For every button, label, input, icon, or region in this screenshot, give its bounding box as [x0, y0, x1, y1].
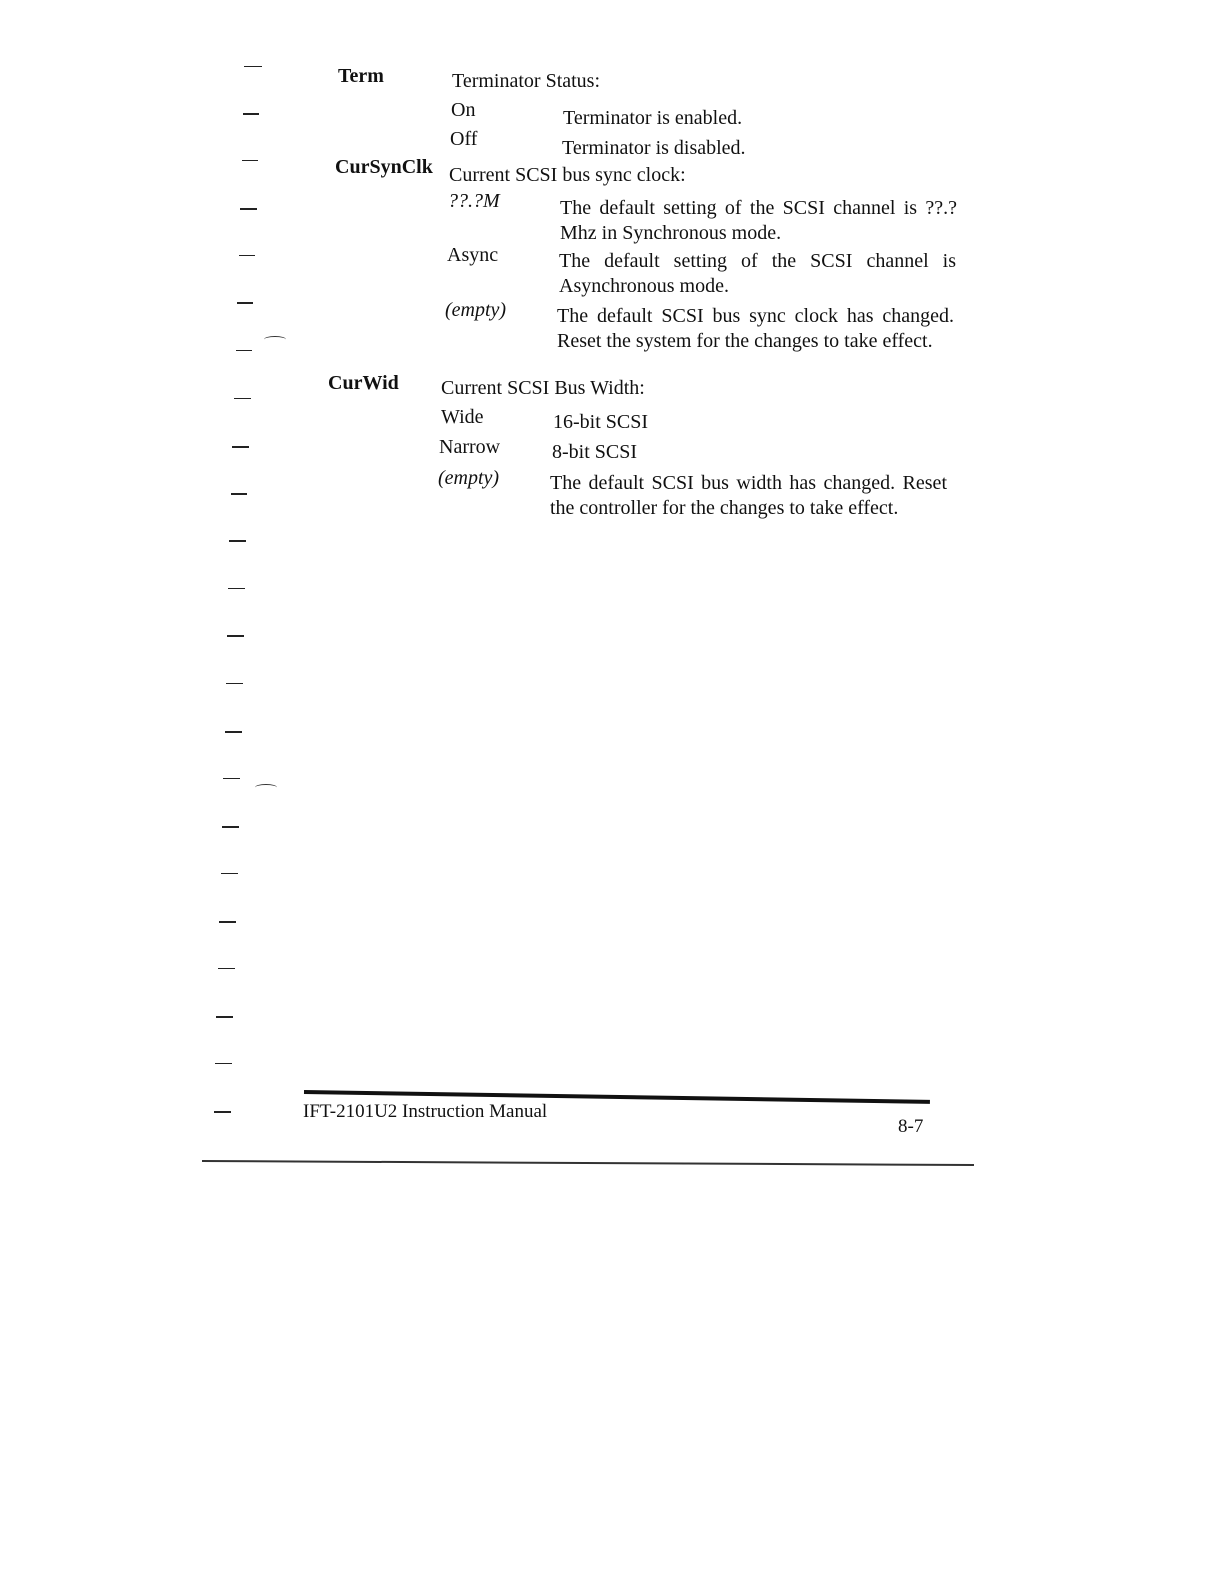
margin-tick: [215, 1063, 232, 1064]
option-label: Off: [450, 128, 478, 150]
margin-tick: [237, 302, 253, 304]
margin-tick: [231, 493, 247, 495]
margin-tick: [219, 921, 236, 923]
option-label: Async: [447, 244, 499, 266]
margin-tick: [216, 1016, 233, 1018]
margin-tick: [243, 113, 259, 115]
option-description: The default SCSI bus width has changed. Reset the controller for the changes to take effect.: [550, 472, 947, 519]
entry-term-label: Term: [338, 65, 384, 87]
option-label: (empty): [445, 299, 507, 321]
option-description: Terminator is enabled.: [563, 107, 743, 129]
margin-tick: [242, 160, 258, 161]
option-description: 8-bit SCSI: [552, 441, 638, 463]
option-label: On: [451, 99, 476, 121]
option-description: 16-bit SCSI: [553, 411, 649, 433]
page-edge-rule: [202, 1160, 974, 1166]
option-description: Terminator is disabled.: [562, 137, 746, 159]
margin-mark: [255, 784, 277, 791]
option-label: (empty): [438, 467, 500, 489]
margin-tick: [222, 826, 239, 828]
option-label: Narrow: [439, 436, 501, 458]
margin-mark: [264, 336, 286, 343]
footer-page-number: 8-7: [898, 1116, 924, 1137]
option-label: Wide: [441, 406, 484, 428]
option-description: The default setting of the SCSI channel is Asynchronous mode.: [559, 250, 956, 297]
margin-tick: [228, 588, 245, 589]
margin-tick: [223, 778, 240, 779]
option-description: The default setting of the SCSI channel is ??.? Mhz in Synchronous mode.: [560, 197, 957, 244]
footer-manual-title: IFT-2101U2 Instruction Manual: [303, 1101, 548, 1122]
entry-intro: Terminator Status:: [452, 70, 601, 92]
margin-tick: [236, 350, 252, 351]
margin-tick: [239, 255, 255, 256]
entry-intro: Current SCSI bus sync clock:: [449, 164, 686, 186]
margin-tick: [227, 635, 244, 637]
margin-tick: [229, 540, 246, 542]
margin-tick: [234, 398, 251, 399]
option-label: ??.?M: [448, 190, 500, 212]
entry-intro: Current SCSI Bus Width:: [441, 377, 645, 399]
option-description: The default SCSI bus sync clock has changed. Reset the system for the changes to take effect.: [557, 305, 954, 352]
margin-tick: [214, 1111, 231, 1113]
margin-tick: [218, 968, 235, 969]
margin-tick: [225, 731, 242, 733]
entry-term-label: CurWid: [328, 372, 399, 394]
margin-tick: [232, 446, 249, 448]
margin-tick: [244, 66, 262, 67]
margin-tick: [226, 683, 243, 684]
margin-tick: [240, 208, 257, 210]
entry-term-label: CurSynClk: [335, 156, 433, 178]
margin-tick: [221, 873, 238, 874]
